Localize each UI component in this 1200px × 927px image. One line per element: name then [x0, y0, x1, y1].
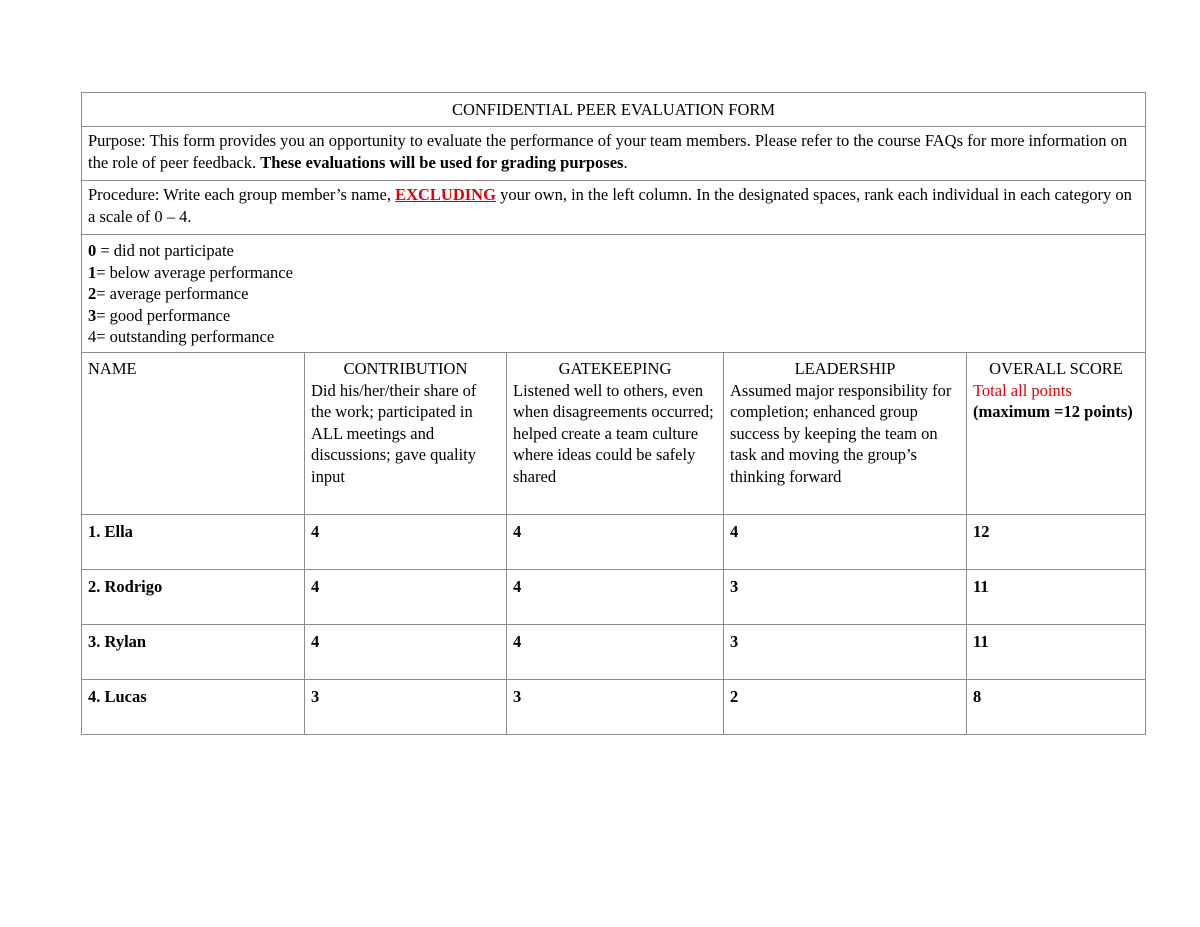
scale-desc: = good performance [96, 305, 231, 325]
gatekeeping-score: 4 [507, 570, 724, 625]
contribution-column-header [305, 353, 507, 515]
table-row [82, 515, 1146, 570]
leadership-score: 3 [724, 570, 967, 625]
overall-column-header [967, 353, 1146, 515]
leadership-score: 4 [724, 515, 967, 570]
gatekeeping-score: 3 [507, 680, 724, 735]
gatekeeping-column-header [507, 353, 724, 515]
procedure-section [82, 181, 1146, 235]
overall-column-note: (maximum =12 points) [973, 402, 1133, 421]
overall-column-title: OVERALL SCORE [989, 359, 1123, 378]
member-name: 4. Lucas [82, 680, 305, 735]
contribution-score: 4 [305, 625, 507, 680]
contribution-score: 3 [305, 680, 507, 735]
leadership-column-header [724, 353, 967, 515]
scale-desc: = below average performance [96, 262, 293, 282]
peer-evaluation-form [81, 92, 1146, 735]
procedure-text-before: Procedure: Write each group member’s name, [88, 185, 396, 204]
member-name: 2. Rodrigo [82, 570, 305, 625]
scale-desc: = average performance [96, 284, 249, 303]
scale-item [88, 283, 1139, 305]
procedure-text-after: your own, in the left column. In the designated spaces, rank each individual in each category on a scale of 0 – 4. [88, 185, 1132, 226]
procedure-excluding: EXCLUDING [395, 185, 496, 204]
scale-key: 1 [88, 262, 97, 282]
scale-key: 3 [88, 305, 97, 325]
purpose-bold-text: These evaluations will be used for grading purposes [260, 152, 624, 172]
contribution-column-desc: Did his/her/their share of the work; participated in ALL meetings and discussions; gave quality input [311, 380, 477, 486]
leadership-score: 2 [724, 680, 967, 735]
rating-scale-legend [82, 235, 1146, 353]
overall-column-desc: Total all points [973, 380, 1072, 400]
scale-item [88, 305, 1139, 327]
table-row [82, 570, 1146, 625]
leadership-column-desc: Assumed major responsibility for completion; enhanced group success by keeping the team on task and moving the group’s thinking forward [730, 380, 952, 486]
overall-score: 11 [967, 625, 1146, 680]
name-column-header [82, 353, 305, 515]
gatekeeping-column-title: GATEKEEPING [558, 359, 672, 378]
contribution-column-title: CONTRIBUTION [343, 359, 468, 378]
scale-desc: = outstanding performance [96, 327, 275, 346]
scale-key: 2 [88, 284, 97, 303]
table-row [82, 680, 1146, 735]
purpose-section [82, 127, 1146, 181]
purpose-end: . [623, 152, 628, 172]
overall-score: 8 [967, 680, 1146, 735]
leadership-score: 3 [724, 625, 967, 680]
contribution-score: 4 [305, 515, 507, 570]
scale-desc: = did not participate [96, 241, 234, 260]
column-header-row [82, 353, 1146, 515]
scale-item [88, 240, 1139, 262]
purpose-text: Purpose: This form provides you an opportunity to evaluate the performance of your team members. Please refer to the course FAQs for more information on the role of peer feedback. [88, 131, 1128, 172]
member-name: 3. Rylan [82, 625, 305, 680]
gatekeeping-score: 4 [507, 515, 724, 570]
form-title: CONFIDENTIAL PEER EVALUATION FORM [82, 93, 1146, 127]
scale-item [88, 326, 1139, 348]
leadership-column-title: LEADERSHIP [794, 359, 896, 378]
name-column-title: NAME [88, 359, 137, 378]
overall-score: 11 [967, 570, 1146, 625]
gatekeeping-column-desc: Listened well to others, even when disagreements occurred; helped create a team culture where ideas could be safely shared [513, 380, 714, 486]
scale-key: 0 [88, 241, 97, 260]
gatekeeping-score: 4 [507, 625, 724, 680]
overall-score: 12 [967, 515, 1146, 570]
scale-item [88, 262, 1139, 284]
member-name: 1. Ella [82, 515, 305, 570]
contribution-score: 4 [305, 570, 507, 625]
scale-key: 4 [88, 327, 97, 346]
table-row [82, 625, 1146, 680]
